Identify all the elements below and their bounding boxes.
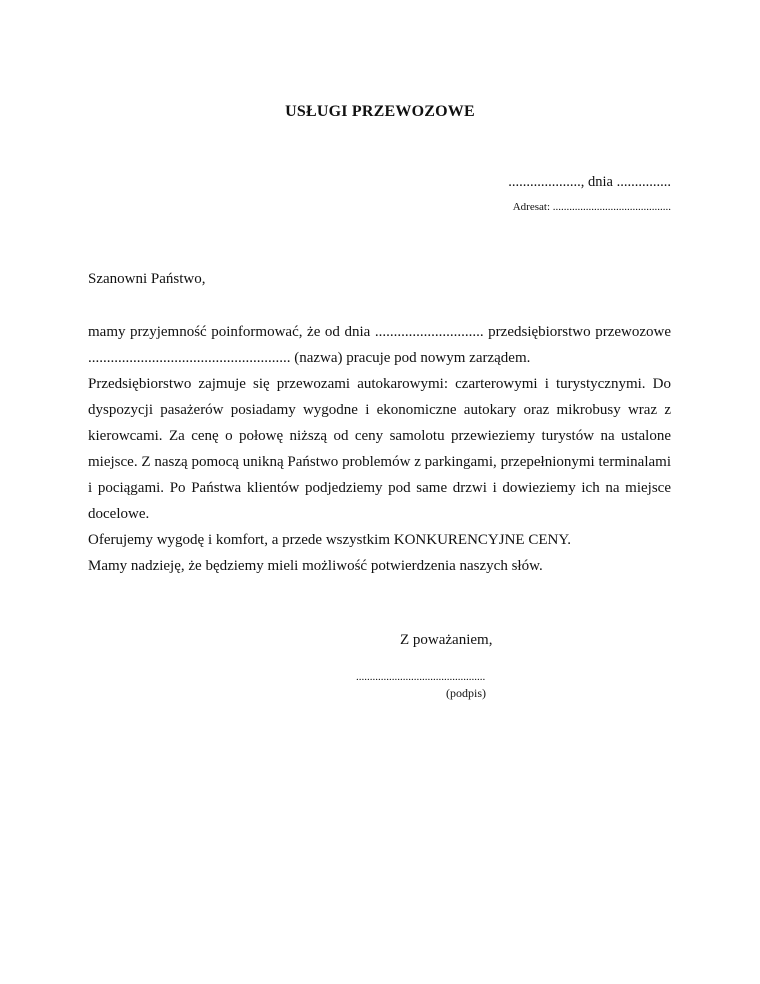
- paragraph-hope: Mamy nadzieję, że będziemy mieli możliwość potwierdzenia naszych słów.: [88, 558, 543, 574]
- address-line: Adresat: ...........................................: [512, 201, 671, 213]
- signature-label: (podpis): [446, 686, 486, 700]
- letter-body: [88, 319, 671, 579]
- closing: Z poważaniem,: [400, 632, 493, 648]
- signature-line: ...............................................: [356, 671, 486, 683]
- date-line: ...................., dnia ...............: [508, 174, 671, 190]
- paragraph-services: Przedsiębiorstwo zajmuje się przewozami autokarowymi: czarterowymi i turystycznymi. Do dyspozycji pasażerów posiadamy wygodne i ekonomiczne autokary oraz mikrobusy wraz z kierowcami. Za cenę o połowę niższą od ceny samolotu przewieziemy turystów na ustalone miejsce. Z naszą pomocą unikną Państwo problemów z parkingami, przepełnionymi terminalami i pociągami. Po Państwa klientów podjedziemy pod same drzwi i dowieziemy ich na miejsce docelowe.: [88, 376, 671, 522]
- document-title: USŁUGI PRZEWOZOWE: [285, 103, 475, 120]
- greeting: Szanowni Państwo,: [88, 271, 206, 287]
- paragraph-intro: mamy przyjemność poinformować, że od dnia ............................. przedsiębiorstwo przewozowe ...................................................... (nazwa) pracuje pod nowym zarządem.: [88, 324, 671, 366]
- paragraph-offer: Oferujemy wygodę i komfort, a przede wszystkim KONKURENCYJNE CENY.: [88, 532, 571, 548]
